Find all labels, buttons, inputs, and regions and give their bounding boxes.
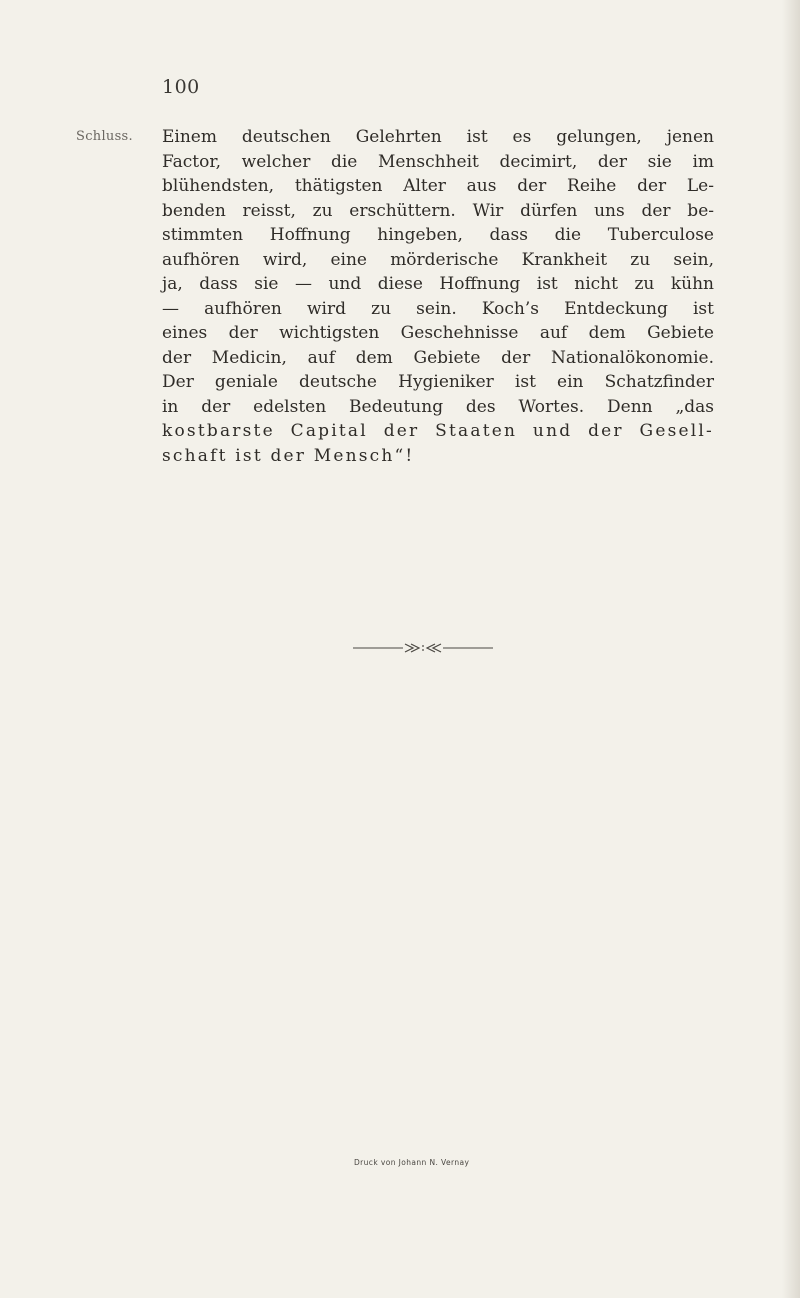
- margin-note: Schluss.: [76, 129, 133, 144]
- page-number: 100: [162, 76, 200, 98]
- text-line: stimmten Hoffnung hingeben, dass die Tuberculose: [162, 225, 714, 245]
- body-paragraph: [162, 125, 714, 468]
- text-line: schaft ist der Mensch“!: [162, 445, 415, 466]
- text-line: in der edelsten Bedeutung des Wortes. Denn „das: [162, 396, 714, 417]
- text-line: blühendsten, thätigsten Alter aus der Reihe der Le-: [162, 176, 714, 196]
- text-line: benden reisst, zu erschüttern. Wir dürfen uns der be-: [162, 200, 714, 221]
- text-line: eines der wichtigsten Geschehnisse auf dem Gebiete: [162, 323, 714, 343]
- text-line: Einem deutschen Gelehrten ist es gelungen, jenen: [162, 127, 714, 147]
- text-line: aufhören wird, eine mörderische Krankheit zu sein,: [162, 249, 714, 270]
- text-line: Factor, welcher die Menschheit decimirt, der sie im: [162, 151, 714, 172]
- page-edge-shadow: [782, 0, 800, 1298]
- text-line: ja, dass sie — und diese Hoffnung ist nicht zu kühn: [162, 274, 714, 294]
- text-line: der Medicin, auf dem Gebiete der Nationalökonomie.: [162, 347, 714, 368]
- printer-imprint: Druck von Johann N. Vernay: [354, 1158, 470, 1167]
- text-line: kostbarste Capital der Staaten und der Gesell-: [162, 421, 714, 441]
- text-line: Der geniale deutsche Hygieniker ist ein Schatzfinder: [162, 372, 714, 392]
- text-line: — aufhören wird zu sein. Koch’s Entdeckung ist: [162, 298, 714, 319]
- section-end-ornament-icon: [353, 642, 493, 654]
